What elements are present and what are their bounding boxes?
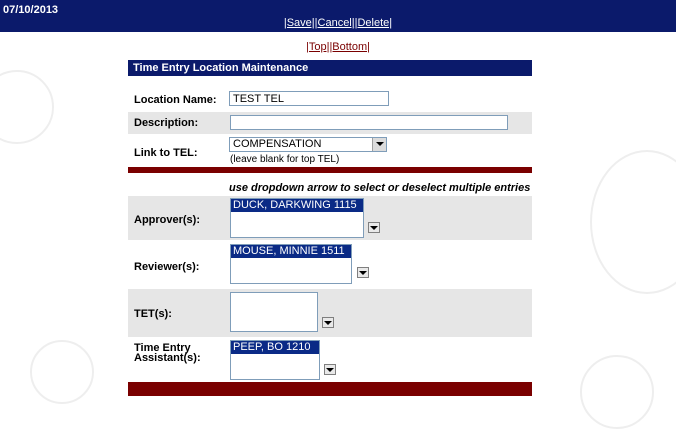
approvers-label: Approver(s):: [134, 214, 201, 226]
assistants-row: [128, 338, 532, 382]
assistants-dropdown-icon[interactable]: [324, 364, 336, 375]
tets-listbox[interactable]: [230, 292, 318, 332]
link-select[interactable]: [229, 137, 387, 152]
assistants-label-line1: Time Entry: [134, 342, 191, 354]
reviewers-row: [128, 241, 532, 287]
watermark-clock-right: [590, 150, 676, 294]
assistants-listbox[interactable]: [230, 340, 320, 380]
cancel-link[interactable]: |Cancel|: [314, 17, 355, 29]
page-nav-links: [0, 41, 676, 53]
save-link[interactable]: |Save|: [283, 17, 315, 29]
tets-label: TET(s):: [134, 308, 172, 320]
dropdown-arrow-icon[interactable]: [372, 138, 386, 151]
approvers-dropdown-icon[interactable]: [368, 222, 380, 233]
assistants-label-line2: Assistant(s):: [134, 352, 201, 364]
link-select-value: COMPENSATION: [233, 138, 322, 150]
delete-link[interactable]: |Delete|: [354, 17, 393, 29]
location-name-row: [128, 88, 532, 110]
link-label: Link to TEL:: [134, 147, 198, 159]
top-link[interactable]: |Top|: [305, 41, 330, 53]
watermark-clock-left: [0, 70, 54, 144]
reviewers-listbox[interactable]: [230, 244, 352, 284]
current-date: 07/10/2013: [3, 4, 59, 16]
reviewers-dropdown-icon[interactable]: [357, 267, 369, 278]
action-links: [0, 17, 676, 29]
reviewers-label: Reviewer(s):: [134, 261, 200, 273]
location-name-input[interactable]: TEST TEL: [229, 91, 389, 106]
watermark-clock-bottom-left: [30, 340, 94, 404]
watermark-clock-bottom-right: [580, 355, 654, 429]
multi-select-note: use dropdown arrow to select or deselect multiple entries: [229, 182, 531, 194]
panel-title: Time Entry Location Maintenance: [128, 60, 532, 76]
tets-row: [128, 289, 532, 337]
bottom-link[interactable]: |Bottom|: [329, 41, 370, 53]
reviewer-item[interactable]: MOUSE, MINNIE 1511: [231, 245, 351, 258]
link-hint: (leave blank for top TEL): [230, 154, 340, 165]
maintenance-panel: [128, 60, 532, 364]
assistant-item[interactable]: PEEP, BO 1210: [231, 341, 319, 354]
approvers-listbox[interactable]: [230, 198, 364, 238]
description-label: Description:: [134, 117, 199, 129]
divider-bar-bottom: [128, 382, 532, 396]
top-toolbar: [0, 0, 676, 32]
description-input[interactable]: [230, 115, 508, 130]
location-name-label: Location Name:: [134, 94, 217, 106]
approvers-row: [128, 196, 532, 240]
divider-bar-top: [128, 167, 532, 173]
approver-item[interactable]: DUCK, DARKWING 1115: [231, 199, 363, 212]
tets-dropdown-icon[interactable]: [322, 317, 334, 328]
link-row: [128, 136, 532, 168]
description-row: [128, 112, 532, 134]
